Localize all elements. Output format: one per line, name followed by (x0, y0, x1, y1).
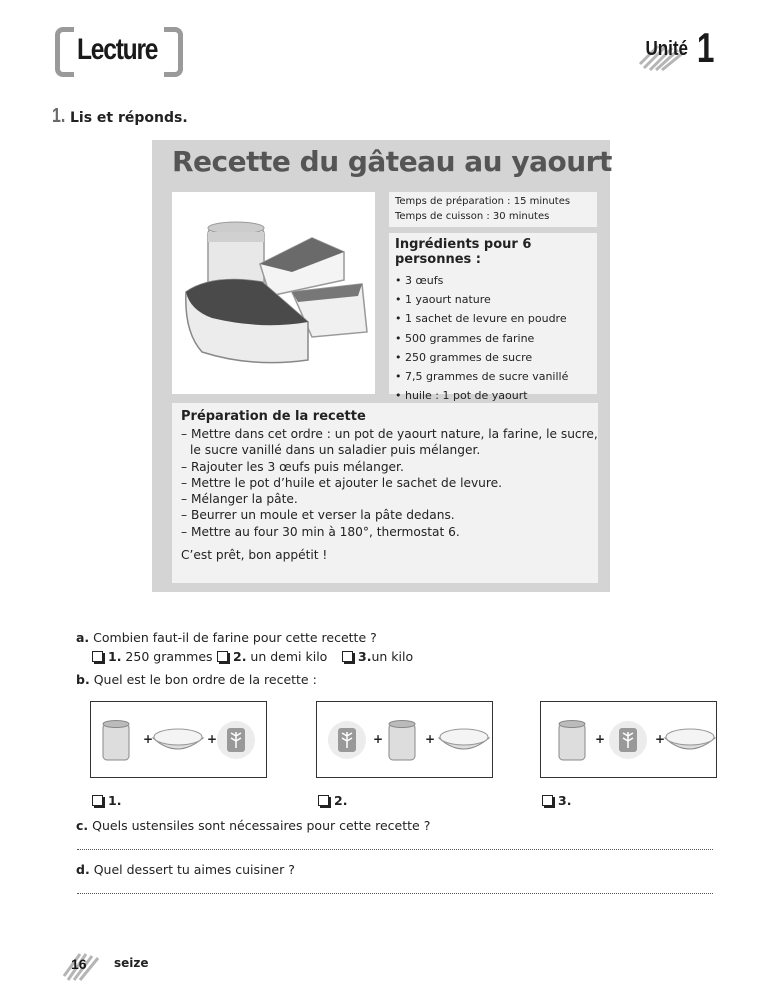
sequence-box-3 (540, 701, 717, 778)
unit-label (644, 26, 714, 76)
plus-sign: + (207, 732, 218, 746)
yogurt-pot-icon (389, 721, 415, 761)
option-number: 3. (358, 649, 372, 664)
question-letter: a. (76, 630, 90, 645)
choice-label: 2. (334, 793, 348, 808)
option-number: 1. (108, 649, 122, 664)
choice-label: 3. (558, 793, 572, 808)
question-text: Quel est le bon ordre de la recette : (93, 672, 317, 687)
section-title: Lecture (77, 33, 158, 66)
wheat-bag-icon (217, 721, 255, 759)
question-text: Quels ustensiles sont nécessaires pour cette recette ? (92, 818, 431, 833)
question-d (76, 862, 295, 877)
yogurt-pot-icon (103, 721, 129, 761)
flour-bowl-icon (665, 729, 715, 749)
question-letter: c. (76, 818, 89, 833)
step: – Rajouter les 3 œufs puis mélanger. (181, 459, 404, 474)
step-line: – Mettre dans cet ordre : un pot de yaourt nature, la farine, le sucre, (181, 427, 598, 441)
unit-number: 1 (696, 24, 714, 71)
answer-line-d[interactable] (77, 893, 713, 894)
choice-1[interactable] (92, 793, 121, 808)
list-item: • huile : 1 pot de yaourt (395, 389, 528, 403)
sequence-box-2 (316, 701, 493, 778)
question-text: Quel dessert tu aimes cuisiner ? (93, 862, 295, 877)
checkbox[interactable] (542, 795, 553, 806)
times-box (389, 192, 597, 227)
checkbox[interactable] (342, 651, 353, 662)
step (181, 426, 598, 459)
list-item: • 3 œufs (395, 274, 444, 287)
plus-sign: + (595, 732, 606, 746)
plus-sign: + (373, 732, 384, 746)
ingredients-list (395, 271, 597, 405)
preparation-box (172, 403, 598, 583)
flour-bowl-icon (153, 729, 203, 749)
prep-time: Temps de préparation : 15 minutes (395, 196, 571, 207)
closing-line: C’est prêt, bon appétit ! (181, 548, 328, 563)
ingredients-title: Ingrédients pour 6 personnes : (395, 237, 532, 267)
option-text: un kilo (371, 649, 414, 664)
preparation-title: Préparation de la recette (181, 409, 366, 424)
ingredients-box (389, 233, 597, 403)
unit-word: Unité (645, 38, 688, 60)
option-3[interactable] (342, 649, 413, 664)
list-item: • 7,5 grammes de sucre vanillé (395, 370, 569, 384)
sequence-box-1 (90, 701, 267, 778)
option-1[interactable] (92, 649, 213, 664)
plus-sign: + (425, 732, 436, 746)
option-text: un demi kilo (246, 649, 328, 664)
flour-bowl-icon (439, 729, 489, 749)
page-word: seize (114, 956, 149, 970)
step: – Mettre au four 30 min à 180°, thermostat 6. (181, 524, 460, 539)
checkbox[interactable] (217, 651, 228, 662)
plus-sign: + (143, 732, 154, 746)
wheat-bag-icon (609, 721, 647, 759)
cook-time: Temps de cuisson : 30 minutes (395, 211, 550, 222)
exercise-number: 1. (52, 105, 66, 127)
step: – Beurrer un moule et verser la pâte dedans. (181, 508, 455, 523)
page-number-mark (62, 950, 102, 982)
choice-2[interactable] (318, 793, 347, 808)
plus-sign: + (655, 732, 666, 746)
list-item: • 1 sachet de levure en poudre (395, 312, 567, 326)
list-item: • 1 yaourt nature (395, 293, 491, 307)
answer-line-c[interactable] (77, 849, 713, 850)
option-2[interactable] (217, 649, 327, 664)
question-letter: b. (76, 672, 90, 687)
checkbox[interactable] (318, 795, 329, 806)
step: – Mettre le pot d’huile et ajouter le sachet de levure. (181, 475, 503, 490)
step: – Mélanger la pâte. (181, 492, 298, 507)
checkbox[interactable] (92, 651, 103, 662)
list-item: • 250 grammes de sucre (395, 350, 533, 364)
right-bracket (164, 27, 183, 77)
step-line: le sucre vanillé dans un saladier puis mélanger. (190, 443, 481, 458)
exercise-instruction: Lis et réponds. (70, 110, 188, 126)
wheat-bag-icon (328, 721, 366, 759)
checkbox[interactable] (92, 795, 103, 806)
question-letter: d. (76, 862, 90, 877)
recipe-title: Recette du gâteau au yaourt (172, 145, 612, 178)
page-number: 16 (71, 956, 87, 972)
yogurt-pot-icon (559, 721, 585, 761)
list-item: • 500 grammes de farine (395, 331, 535, 345)
option-number: 2. (233, 649, 247, 664)
question-text: Combien faut-il de farine pour cette recette ? (93, 630, 377, 645)
left-bracket (55, 27, 74, 77)
section-title-box (55, 27, 183, 77)
option-text: 250 grammes (121, 649, 213, 664)
choice-3[interactable] (542, 793, 571, 808)
question-a (76, 630, 377, 645)
question-c (76, 818, 430, 833)
choice-label: 1. (108, 793, 122, 808)
cake-photo (172, 192, 375, 394)
question-b (76, 672, 317, 687)
